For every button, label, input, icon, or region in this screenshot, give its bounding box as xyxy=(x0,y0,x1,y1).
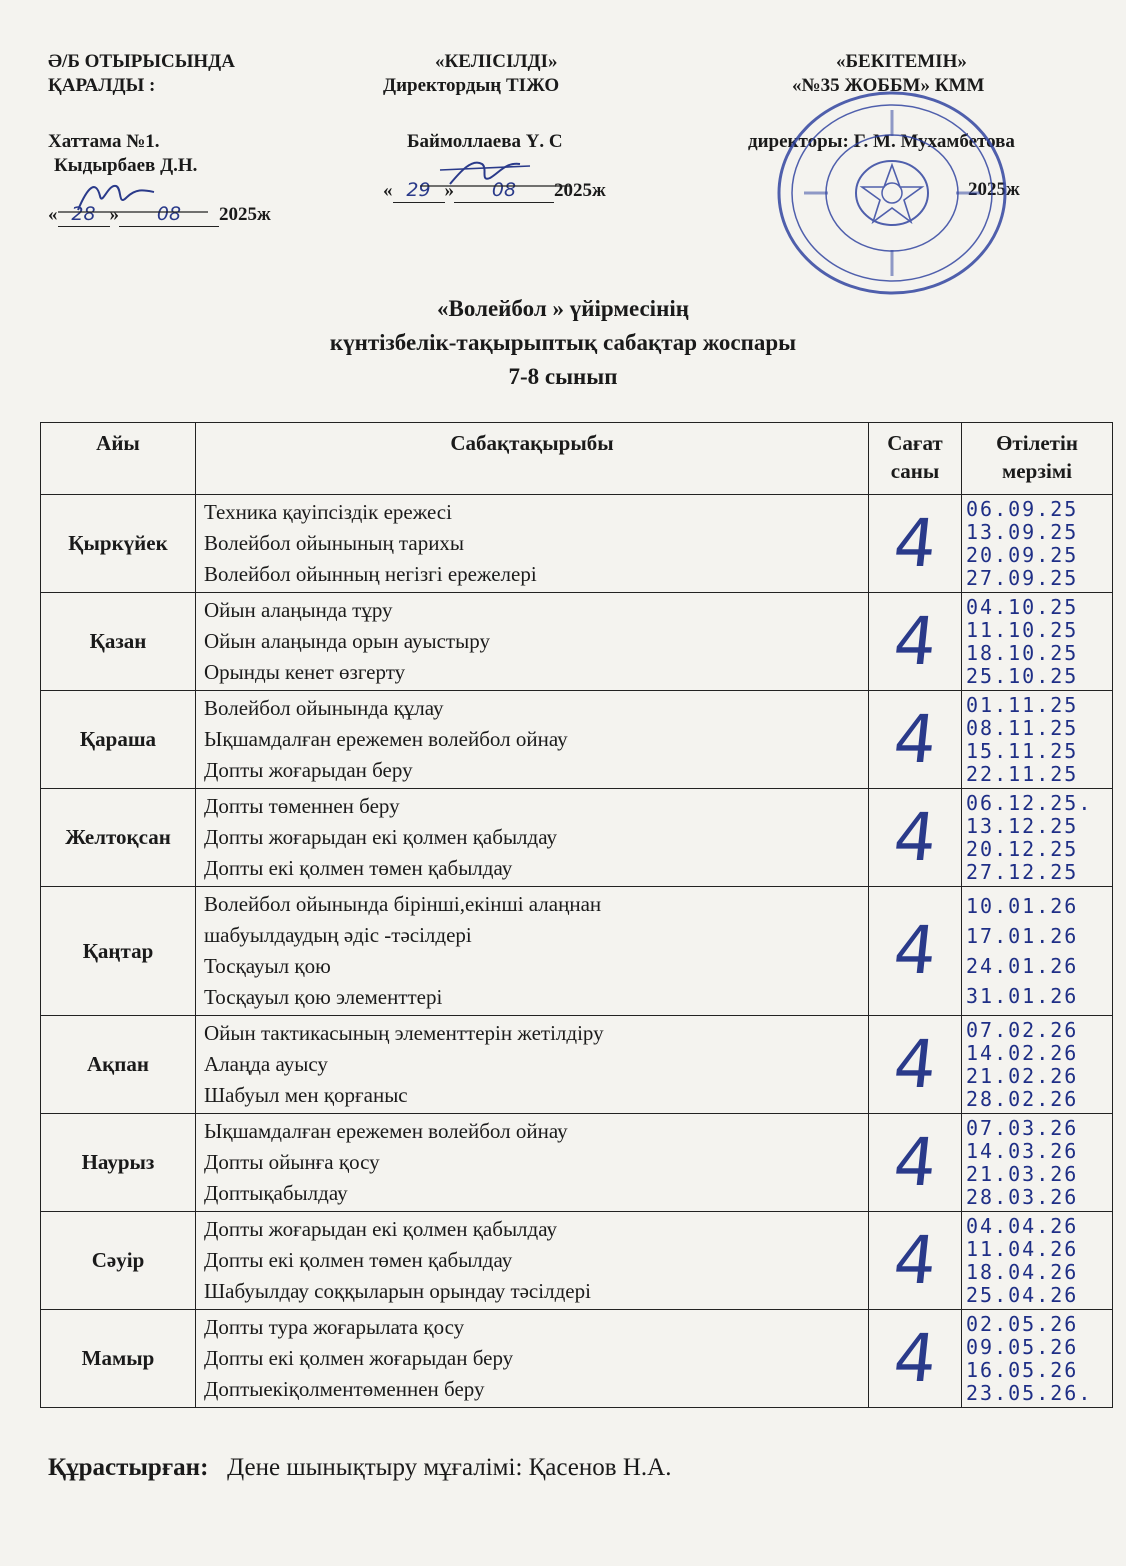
topic-item: Допты екі қолмен төмен қабылдау xyxy=(204,856,513,880)
month-cell: Наурыз xyxy=(41,1114,196,1212)
date-item: 04.04.26 xyxy=(966,1213,1079,1238)
date-item: 15.11.25 xyxy=(966,738,1079,763)
dates-cell xyxy=(962,495,1113,593)
approval-left-person: Кыдырбаев Д.Н. xyxy=(54,155,198,176)
approval-left-date: « 28 » 08 2025ж xyxy=(48,203,271,225)
topic-item: Алаңда ауысу xyxy=(204,1052,328,1076)
date-item: 06.12.25. xyxy=(966,790,1093,815)
date-item: 21.03.26 xyxy=(966,1161,1079,1186)
hours-value: 4 xyxy=(890,1221,941,1299)
document-title xyxy=(0,292,1126,394)
month-cell: Қазан xyxy=(41,593,196,691)
lesson-plan-table xyxy=(40,422,1113,1408)
approval-right-person: директоры: Г. М. Мухамбетова xyxy=(748,131,1015,152)
hours-value: 4 xyxy=(890,504,941,582)
header-hours-line2: саны xyxy=(890,459,940,483)
topics-cell xyxy=(196,789,869,887)
hours-cell xyxy=(869,495,962,593)
compiled-by-text: Дене шынықтыру мұғалімі: Қасенов Н.А. xyxy=(227,1454,672,1481)
hours-value: 4 xyxy=(890,1025,941,1103)
hours-cell xyxy=(869,789,962,887)
month-cell: Желтоқсан xyxy=(41,789,196,887)
header-hours-line1: Сағат xyxy=(887,431,943,455)
date-item: 13.12.25 xyxy=(966,813,1079,838)
month-cell: Қыркүйек xyxy=(41,495,196,593)
dates-cell xyxy=(962,1114,1113,1212)
topics-cell xyxy=(196,887,869,1016)
approval-center-line2: Директордың ТІЖО xyxy=(383,75,560,96)
table-row xyxy=(41,887,1113,1016)
date-item: 14.02.26 xyxy=(966,1040,1079,1065)
date-item: 01.11.25 xyxy=(966,692,1079,717)
date-item: 23.05.26. xyxy=(966,1380,1093,1405)
hours-value: 4 xyxy=(890,1123,941,1201)
table-row xyxy=(41,1212,1113,1310)
hours-value: 4 xyxy=(890,602,941,680)
hours-cell xyxy=(869,1212,962,1310)
month-cell: Ақпан xyxy=(41,1016,196,1114)
title-line3: 7-8 сынып xyxy=(508,364,618,389)
date-item: 27.09.25 xyxy=(966,565,1079,590)
hours-cell xyxy=(869,1016,962,1114)
approval-right-line2: «№35 ЖОББМ» КММ xyxy=(792,75,985,96)
topic-item: Ықшамдалған ережемен волейбол ойнау xyxy=(204,1119,568,1143)
topic-item: Орынды кенет өзгерту xyxy=(204,660,406,684)
table-row xyxy=(41,691,1113,789)
date-item: 25.10.25 xyxy=(966,663,1079,688)
title-line1: «Волейбол » үйірмесінің xyxy=(437,296,689,321)
dates-cell xyxy=(962,1016,1113,1114)
topics-cell xyxy=(196,691,869,789)
topics-cell xyxy=(196,495,869,593)
compiled-by-label: Құрастырған: xyxy=(48,1454,209,1481)
date-item: 04.10.25 xyxy=(966,594,1079,619)
topic-item: Техника қауіпсіздік ережесі xyxy=(204,500,452,524)
header-dates xyxy=(962,423,1113,495)
date-item: 08.11.25 xyxy=(966,715,1079,740)
date-item: 31.01.26 xyxy=(966,984,1079,1008)
header-hours xyxy=(869,423,962,495)
approval-left-date-month: 08 xyxy=(119,202,219,227)
date-item: 28.03.26 xyxy=(966,1184,1079,1209)
header-month: Айы xyxy=(41,423,196,495)
hours-value: 4 xyxy=(890,1319,941,1397)
title-line2: күнтізбелік-тақырыптық сабақтар жоспары xyxy=(329,330,797,355)
date-item: 10.01.26 xyxy=(966,894,1079,918)
topic-item: Ойын алаңында тұру xyxy=(204,598,393,622)
date-item: 11.04.26 xyxy=(966,1236,1079,1261)
dates-cell xyxy=(962,593,1113,691)
table-row xyxy=(41,593,1113,691)
date-item: 20.09.25 xyxy=(966,542,1079,567)
hours-value: 4 xyxy=(890,912,941,989)
topics-cell xyxy=(196,1212,869,1310)
signature-left xyxy=(58,176,208,216)
date-item: 09.05.26 xyxy=(966,1334,1079,1359)
topic-item: Допты жоғарыдан екі қолмен қабылдау xyxy=(204,1217,557,1241)
hours-cell xyxy=(869,691,962,789)
dates-cell xyxy=(962,691,1113,789)
protocol-number: Хаттама №1. xyxy=(48,131,160,152)
date-item: 02.05.26 xyxy=(966,1311,1079,1336)
date-item: 13.09.25 xyxy=(966,519,1079,544)
topics-cell xyxy=(196,593,869,691)
topic-item: Допты екі қолмен төмен қабылдау xyxy=(204,1248,513,1272)
topic-item: Тосқауыл қою элементтері xyxy=(204,985,443,1009)
approval-center-date-day: 29 xyxy=(393,178,445,203)
dates-cell xyxy=(962,789,1113,887)
date-item: 18.10.25 xyxy=(966,640,1079,665)
dates-cell xyxy=(962,887,1113,1016)
topics-cell xyxy=(196,1016,869,1114)
topic-item: Ойын тактикасының элементтерін жетілдіру xyxy=(204,1021,604,1045)
signature-center xyxy=(410,152,570,192)
date-item: 25.04.26 xyxy=(966,1282,1079,1307)
approval-center-person: Баймоллаева Ү. С xyxy=(407,131,563,152)
approval-left-line2: ҚАРАЛДЫ : xyxy=(48,75,156,96)
hours-cell xyxy=(869,1114,962,1212)
table-row xyxy=(41,1114,1113,1212)
table-header-row xyxy=(41,423,1113,495)
table-row xyxy=(41,1016,1113,1114)
date-item: 27.12.25 xyxy=(966,859,1079,884)
approval-left-date-year: 2025ж xyxy=(219,204,271,225)
topic-item: Волейбол ойынында бірінші,екінші алаңнан xyxy=(204,892,602,916)
topic-item: Волейбол ойынында құлау xyxy=(204,696,444,720)
date-item: 07.02.26 xyxy=(966,1017,1079,1042)
header-dates-line2: мерзімі xyxy=(1002,459,1072,483)
topic-item: Волейбол ойынның негізгі ережелері xyxy=(204,562,537,586)
approval-center-date-year: 2025ж xyxy=(554,180,606,201)
topics-cell xyxy=(196,1114,869,1212)
month-cell: Қараша xyxy=(41,691,196,789)
date-item: 06.09.25 xyxy=(966,496,1079,521)
hours-cell xyxy=(869,1310,962,1408)
topic-item: Допты ойынға қосу xyxy=(204,1150,380,1174)
date-item: 11.10.25 xyxy=(966,617,1079,642)
table-row xyxy=(41,789,1113,887)
topic-item: Допты тура жоғарылата қосу xyxy=(204,1315,465,1339)
topic-item: Допты төменнен беру xyxy=(204,794,400,818)
topic-item: Ықшамдалған ережемен волейбол ойнау xyxy=(204,727,568,751)
hours-cell xyxy=(869,593,962,691)
header-dates-line1: Өтілетін xyxy=(996,431,1078,455)
date-item: 17.01.26 xyxy=(966,924,1079,948)
approval-right-line1: «БЕКІТЕМІН» xyxy=(836,51,967,72)
header-topic: Сабақтақырыбы xyxy=(196,423,869,495)
date-item: 28.02.26 xyxy=(966,1086,1079,1111)
approval-center-date: « 29 » 08 2025ж xyxy=(383,179,606,201)
date-item: 24.01.26 xyxy=(966,954,1079,978)
topic-item: Доптыекіқолментөменнен беру xyxy=(204,1377,485,1401)
date-item: 21.02.26 xyxy=(966,1063,1079,1088)
approval-right-date-year: 2025ж xyxy=(968,179,1020,200)
topics-cell xyxy=(196,1310,869,1408)
topic-item: Шабуыл мен қорғаныс xyxy=(204,1083,408,1107)
date-item: 20.12.25 xyxy=(966,836,1079,861)
topic-item: Доптықабылдау xyxy=(204,1181,348,1205)
topic-item: Тосқауыл қою xyxy=(204,954,331,978)
topic-item: Допты жоғарыдан беру xyxy=(204,758,413,782)
month-cell: Қаңтар xyxy=(41,887,196,1016)
topic-item: Допты жоғарыдан екі қолмен қабылдау xyxy=(204,825,557,849)
date-item: 22.11.25 xyxy=(966,761,1079,786)
date-item: 18.04.26 xyxy=(966,1259,1079,1284)
approval-left-date-day: 28 xyxy=(58,202,110,227)
topic-item: Допты екі қолмен жоғарыдан беру xyxy=(204,1346,514,1370)
compiled-by xyxy=(48,1454,671,1482)
dates-cell xyxy=(962,1212,1113,1310)
dates-cell xyxy=(962,1310,1113,1408)
hours-value: 4 xyxy=(890,700,941,778)
topic-item: Ойын алаңында орын ауыстыру xyxy=(204,629,490,653)
date-item: 16.05.26 xyxy=(966,1357,1079,1382)
hours-value: 4 xyxy=(890,798,941,876)
date-item: 07.03.26 xyxy=(966,1115,1079,1140)
hours-cell xyxy=(869,887,962,1016)
table-row xyxy=(41,495,1113,593)
table-row xyxy=(41,1310,1113,1408)
month-cell: Сәуір xyxy=(41,1212,196,1310)
topic-item: Волейбол ойынының тарихы xyxy=(204,531,465,555)
topic-item: шабуылдаудың әдіс -тәсілдері xyxy=(204,923,472,947)
topic-item: Шабуылдау соққыларын орындау тәсілдері xyxy=(204,1279,591,1303)
approval-center-line1: «КЕЛІСІЛДІ» xyxy=(435,51,558,72)
month-cell: Мамыр xyxy=(41,1310,196,1408)
official-stamp xyxy=(776,90,1008,296)
approval-center-date-month: 08 xyxy=(454,178,554,203)
date-item: 14.03.26 xyxy=(966,1138,1079,1163)
approval-left-line1: Ә/Б ОТЫРЫСЫНДА xyxy=(48,51,235,72)
